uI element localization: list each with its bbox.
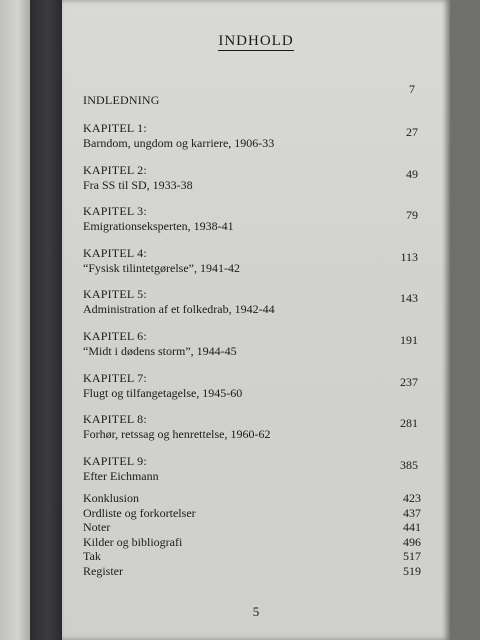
book-page-edges: [0, 0, 30, 640]
toc-page-number: 191: [400, 332, 418, 347]
toc-entry-label: KAPITEL 6:: [83, 328, 147, 343]
toc-page-number: 437: [403, 505, 421, 520]
back-matter-item: [83, 520, 421, 535]
toc-entry-title: Flugt og tilfangetagelse, 1945-60: [83, 385, 243, 400]
toc-page-number: 113: [400, 249, 418, 264]
back-matter-item: [83, 506, 421, 521]
toc-entry-chapter-8: [83, 412, 418, 454]
toc-entry-chapter-9: [83, 453, 418, 496]
toc-entry-title: “Fysisk tilintetgørelse”, 1941-42: [83, 260, 240, 275]
toc-entry-title: Emigrationseksperten, 1938-41: [83, 219, 234, 234]
toc-entry-title: Forhør, retssag og henrettelse, 1960-62: [83, 427, 271, 442]
toc-entry-chapter-6: [83, 328, 418, 371]
table-of-contents: [83, 82, 418, 495]
toc-page-number: 237: [400, 374, 418, 389]
toc-entry-label: KAPITEL 8:: [83, 412, 147, 427]
back-matter-label: Ordliste og forkortelser: [83, 505, 196, 520]
toc-page-number: 143: [400, 291, 418, 306]
back-matter-label: Kilder og bibliografi: [83, 534, 183, 549]
back-matter-label: Konklusion: [83, 491, 140, 505]
toc-entry-label: KAPITEL 4:: [83, 245, 147, 260]
toc-page-number: 385: [400, 457, 418, 472]
back-matter-label: Tak: [83, 549, 101, 563]
back-matter-item: [83, 491, 421, 506]
page-shadow: [442, 0, 450, 640]
toc-entry-chapter-7: [83, 370, 418, 413]
toc-entry-label: INDLEDNING: [83, 93, 160, 107]
toc-page-number: 79: [406, 208, 418, 223]
toc-page-number: 441: [403, 520, 421, 534]
toc-entry-title: Efter Eichmann: [83, 468, 159, 483]
book-page: [62, 0, 450, 640]
back-matter-item: [83, 549, 421, 564]
toc-page-number: 519: [403, 563, 421, 578]
toc-entry-chapter-1: [83, 121, 418, 163]
back-matter-item: [83, 564, 421, 579]
toc-entry-chapter-2: [83, 162, 418, 205]
toc-entry-title: Administration af et folkedrab, 1942-44: [83, 302, 275, 317]
back-matter-list: [83, 491, 421, 578]
toc-entry-label: KAPITEL 2:: [83, 162, 147, 177]
toc-entry-chapter-5: [83, 287, 418, 329]
toc-entry-title: “Midt i dødens storm”, 1944-45: [83, 343, 237, 358]
page-title-text: INDHOLD: [218, 33, 294, 49]
toc-page-number: 27: [406, 125, 418, 139]
page-number-footer: 5: [252, 604, 260, 619]
toc-page-number: 517: [403, 549, 421, 563]
toc-entry-label: KAPITEL 7:: [83, 370, 147, 385]
book-cover-spine: [30, 0, 66, 640]
toc-page-number: 281: [400, 416, 418, 431]
toc-entry-label: KAPITEL 5:: [83, 287, 147, 302]
toc-page-number: 49: [406, 166, 418, 181]
toc-page-number: 423: [403, 491, 421, 505]
back-matter-item: [83, 535, 421, 550]
page-title: [62, 33, 450, 50]
toc-entry-chapter-3: [83, 204, 418, 246]
toc-page-number: 496: [403, 534, 421, 549]
back-matter-label: Register: [83, 563, 123, 578]
toc-entry-intro: [83, 82, 413, 121]
toc-entry-chapter-4: [83, 245, 418, 288]
toc-entry-title: Fra SS til SD, 1933-38: [83, 177, 193, 192]
toc-page-number: 7: [409, 82, 415, 96]
toc-entry-title: Barndom, ungdom og karriere, 1906-33: [83, 136, 275, 150]
back-matter-label: Noter: [83, 520, 111, 534]
toc-entry-label: KAPITEL 3:: [83, 204, 147, 219]
toc-entry-label: KAPITEL 1:: [83, 121, 147, 135]
toc-entry-label: KAPITEL 9:: [83, 453, 147, 468]
